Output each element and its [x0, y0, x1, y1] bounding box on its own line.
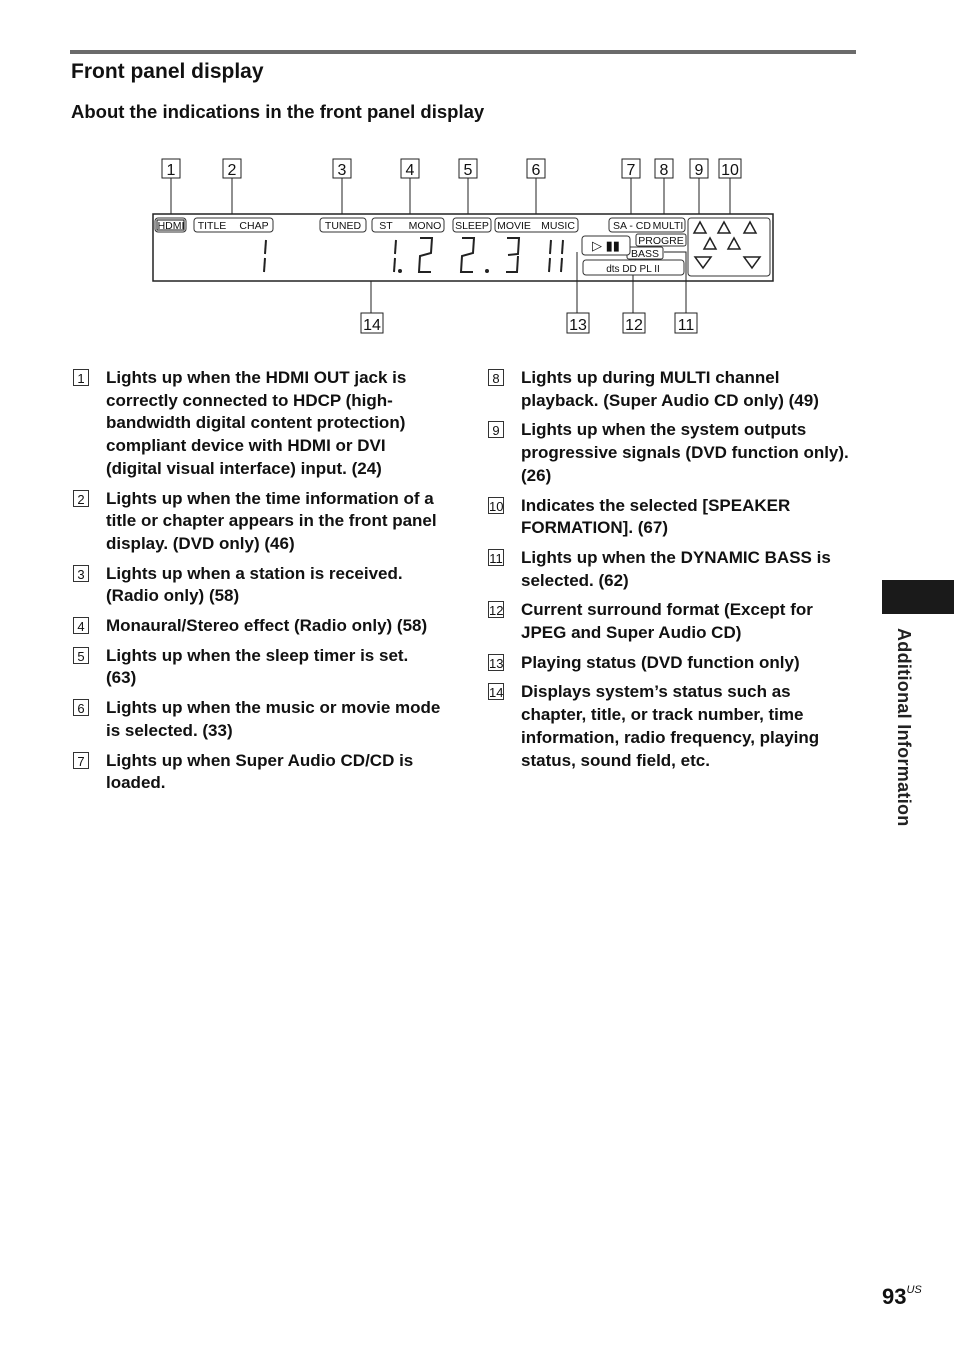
list-item: [488, 419, 858, 487]
item-number: 2: [73, 490, 89, 507]
item-number: 12: [489, 603, 504, 619]
title-indicator: TITLE: [197, 220, 227, 232]
list-right: [488, 367, 858, 779]
side-tab-label: Additional Information: [894, 628, 914, 827]
item-text: Monaural/Stereo effect (Radio only) (58): [106, 616, 428, 636]
hdmi-indicator: HDMI: [157, 220, 185, 232]
item-number: 8: [488, 369, 504, 386]
item-text: Lights up when Super Audio CD/CD is loaded.: [106, 750, 414, 793]
sleep-indicator: SLEEP: [455, 220, 489, 232]
sacd-indicator: SA - CD: [613, 220, 651, 232]
item-number: 13: [489, 655, 504, 671]
list-item: [73, 563, 443, 608]
page-number-value: 93: [882, 1284, 907, 1309]
callout-12: 12: [625, 317, 643, 334]
item-number: 5: [73, 647, 89, 664]
list-item: [73, 367, 443, 481]
callout-1: 1: [166, 162, 176, 179]
st-indicator: ST: [379, 220, 393, 232]
callout-14: 14: [363, 317, 381, 334]
callout-9: 9: [694, 162, 704, 179]
section-subtitle: About the indications in the front panel display: [71, 101, 485, 122]
item-number: 7: [73, 752, 89, 769]
top-rule: [70, 50, 856, 54]
list-item: [488, 495, 858, 540]
list-left: [73, 367, 443, 802]
list-item: [488, 367, 858, 412]
list-item: [488, 547, 858, 592]
progre-indicator: PROGRE: [638, 235, 684, 247]
item-text: Displays system’s status such as chapter, title, or track number, time information, radio frequency, playing status, sound field, etc.: [521, 682, 820, 770]
item-text: Playing status (DVD function only): [521, 652, 800, 672]
item-text: Lights up when the system outputs progressive signals (DVD function only). (26): [521, 420, 849, 485]
list-item: [488, 681, 858, 772]
item-text: Indicates the selected [SPEAKER FORMATION]. (67): [521, 495, 791, 538]
chap-indicator: CHAP: [239, 220, 269, 232]
list-item: [73, 645, 443, 690]
list-item: [73, 750, 443, 795]
multi-indicator: MULTI: [652, 220, 684, 232]
page-title: Front panel display: [71, 60, 264, 83]
callout-6: 6: [531, 162, 541, 179]
play-status-indicator: ▷ ▮▮: [592, 238, 620, 253]
callout-7: 7: [626, 162, 636, 179]
list-item: [488, 599, 858, 644]
surround-format-indicator: dts DD PL II: [606, 264, 660, 275]
music-indicator: MUSIC: [541, 220, 575, 232]
section-tab-marker: [882, 580, 954, 614]
list-item: [488, 652, 858, 675]
item-number: 10: [489, 498, 504, 514]
tuned-indicator: TUNED: [324, 220, 362, 232]
item-number: 1: [73, 369, 89, 386]
movie-indicator: MOVIE: [497, 220, 531, 232]
page-number-suffix: US: [906, 1284, 922, 1296]
callout-5: 5: [463, 162, 473, 179]
item-text: Lights up during MULTI channel playback. (Super Audio CD only) (49): [521, 368, 819, 410]
list-item: [73, 615, 443, 638]
item-number: 14: [489, 685, 504, 701]
mono-indicator: MONO: [408, 220, 442, 232]
callout-8: 8: [659, 162, 669, 179]
item-text: Lights up when a station is received. (Radio only) (58): [106, 563, 403, 606]
item-text: Current surround format (Except for JPEG and Super Audio CD): [521, 600, 813, 643]
page-number: [882, 1284, 922, 1310]
bass-indicator: BASS: [630, 248, 660, 260]
list-item: [73, 697, 443, 742]
callout-row-top: [162, 159, 741, 178]
item-number: 3: [73, 565, 89, 582]
item-text: Lights up when the time information of a title or chapter appears in the front panel display. (DVD only) (46): [106, 488, 437, 553]
list-item: [73, 488, 443, 556]
item-text: Lights up when the music or movie mode is selected. (33): [106, 698, 441, 740]
item-number: 6: [73, 699, 89, 716]
item-text: Lights up when the DYNAMIC BASS is selected. (62): [521, 547, 831, 590]
callout-2: 2: [227, 162, 237, 179]
callout-13: 13: [569, 317, 587, 334]
callout-4: 4: [405, 162, 415, 179]
item-number: 4: [73, 617, 89, 634]
item-number: 11: [489, 550, 503, 566]
callout-10: 10: [721, 162, 739, 179]
item-text: Lights up when the HDMI OUT jack is correctly connected to HDCP (high-bandwidth digital content protection) compliant device with HDMI or DVI (digital visual interface) input. (24): [106, 368, 407, 478]
item-text: Lights up when the sleep timer is set. (63): [106, 645, 409, 688]
front-panel-diagram: [0, 150, 954, 340]
callout-3: 3: [337, 162, 347, 179]
item-number: 9: [488, 421, 504, 438]
callout-11: 11: [677, 317, 695, 334]
